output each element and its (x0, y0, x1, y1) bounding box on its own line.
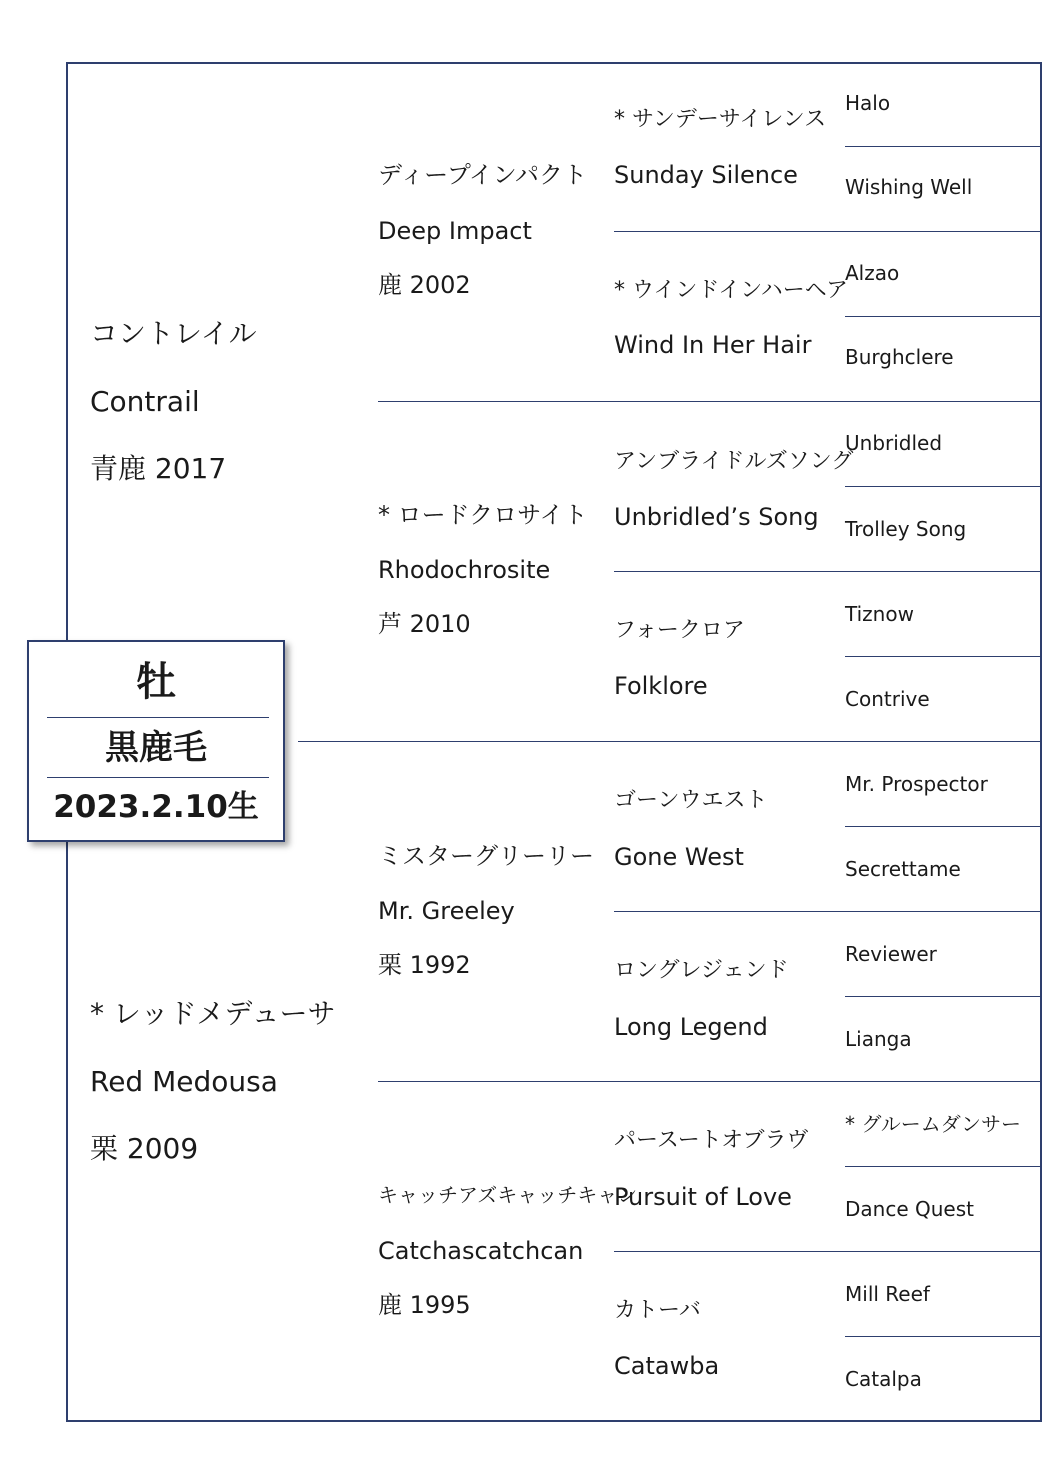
gen3-name-en: Wind In Her Hair (614, 331, 812, 359)
divider-gen4 (845, 1166, 1042, 1167)
divider-gen2 (378, 1081, 1042, 1082)
gen2-name-jp: ミスターグリーリー (378, 842, 594, 870)
gen4-ancestor: Lianga (845, 1027, 912, 1051)
gen3-name-en: Long Legend (614, 1013, 768, 1041)
gen4-ancestor: * グルームダンサー (845, 1112, 1021, 1136)
gen2-name-jp: * ロードクロサイト (378, 501, 588, 529)
gen3-name-jp: * サンデーサイレンス (614, 107, 827, 132)
gen3-name-jp: パースートオブラヴ (614, 1128, 809, 1153)
subject-card (27, 640, 285, 842)
divider-gen3 (614, 231, 1042, 232)
subject-divider (47, 717, 269, 718)
gen2-name-jp: キャッチアズキャッチキャン (378, 1183, 638, 1207)
gen2-info: 芦 2010 (378, 610, 471, 638)
divider-gen4 (845, 826, 1042, 827)
gen2-info: 鹿 2002 (378, 271, 471, 299)
divider-gen4 (845, 316, 1042, 317)
gen3-name-jp: アンブライドルズソング (614, 449, 854, 474)
gen4-ancestor: Halo (845, 91, 891, 115)
gen2-name-en: Deep Impact (378, 217, 532, 245)
gen3-name-jp: ロングレジェンド (614, 958, 789, 983)
gen3-name-en: Catawba (614, 1352, 720, 1380)
sire-name-en: Contrail (90, 385, 200, 418)
divider-gen2 (378, 401, 1042, 402)
gen4-ancestor: Trolley Song (845, 517, 967, 541)
gen3-name-en: Folklore (614, 672, 708, 700)
subject-birth: 2023.2.10生 (53, 789, 259, 825)
dam-name-en: Red Medousa (90, 1065, 278, 1098)
gen2-name-jp: ディープインパクト (378, 161, 588, 189)
gen4-ancestor: Mill Reef (845, 1282, 930, 1306)
gen4-ancestor: Secrettame (845, 857, 961, 881)
divider-gen4 (845, 1336, 1042, 1337)
gen2-name-en: Rhodochrosite (378, 556, 551, 584)
gen3-name-en: Gone West (614, 843, 744, 871)
gen4-ancestor: Mr. Prospector (845, 772, 988, 796)
gen3-name-jp: カトーバ (614, 1298, 701, 1323)
gen3-name-en: Pursuit of Love (614, 1183, 792, 1211)
gen3-name-jp: フォークロア (614, 618, 745, 643)
gen2-info: 鹿 1995 (378, 1291, 471, 1319)
gen4-ancestor: Contrive (845, 687, 930, 711)
gen4-ancestor: Alzao (845, 261, 900, 285)
divider-gen4 (845, 486, 1042, 487)
subject-sex: 牡 (136, 659, 176, 705)
gen4-ancestor: Tiznow (845, 602, 914, 626)
divider-gen4 (845, 996, 1042, 997)
dam-name-jp: * レッドメデューサ (90, 997, 336, 1030)
gen4-ancestor: Reviewer (845, 942, 937, 966)
divider-gen3 (614, 1251, 1042, 1252)
divider-gen4 (845, 656, 1042, 657)
gen3-name-en: Unbridled’s Song (614, 503, 819, 531)
dam-info: 栗 2009 (90, 1132, 199, 1165)
gen3-name-jp: * ウインドインハーヘア (614, 278, 849, 303)
gen4-ancestor: Dance Quest (845, 1197, 974, 1221)
gen3-name-jp: ゴーンウエスト (614, 788, 768, 813)
subject-color: 黒鹿毛 (105, 728, 207, 768)
gen2-name-en: Catchascatchcan (378, 1237, 584, 1265)
subject-divider (47, 777, 269, 778)
divider-gen3 (614, 571, 1042, 572)
gen4-ancestor: Wishing Well (845, 175, 973, 199)
divider-gen4 (845, 146, 1042, 147)
divider-gen1 (298, 741, 1042, 742)
gen4-ancestor: Catalpa (845, 1367, 922, 1391)
gen3-name-en: Sunday Silence (614, 161, 798, 189)
divider-gen3 (614, 911, 1042, 912)
gen4-ancestor: Unbridled (845, 431, 943, 455)
gen2-name-en: Mr. Greeley (378, 897, 515, 925)
sire-name-jp: コントレイル (90, 317, 257, 350)
gen4-ancestor: Burghclere (845, 345, 954, 369)
sire-info: 青鹿 2017 (90, 452, 227, 485)
gen2-info: 栗 1992 (378, 951, 471, 979)
